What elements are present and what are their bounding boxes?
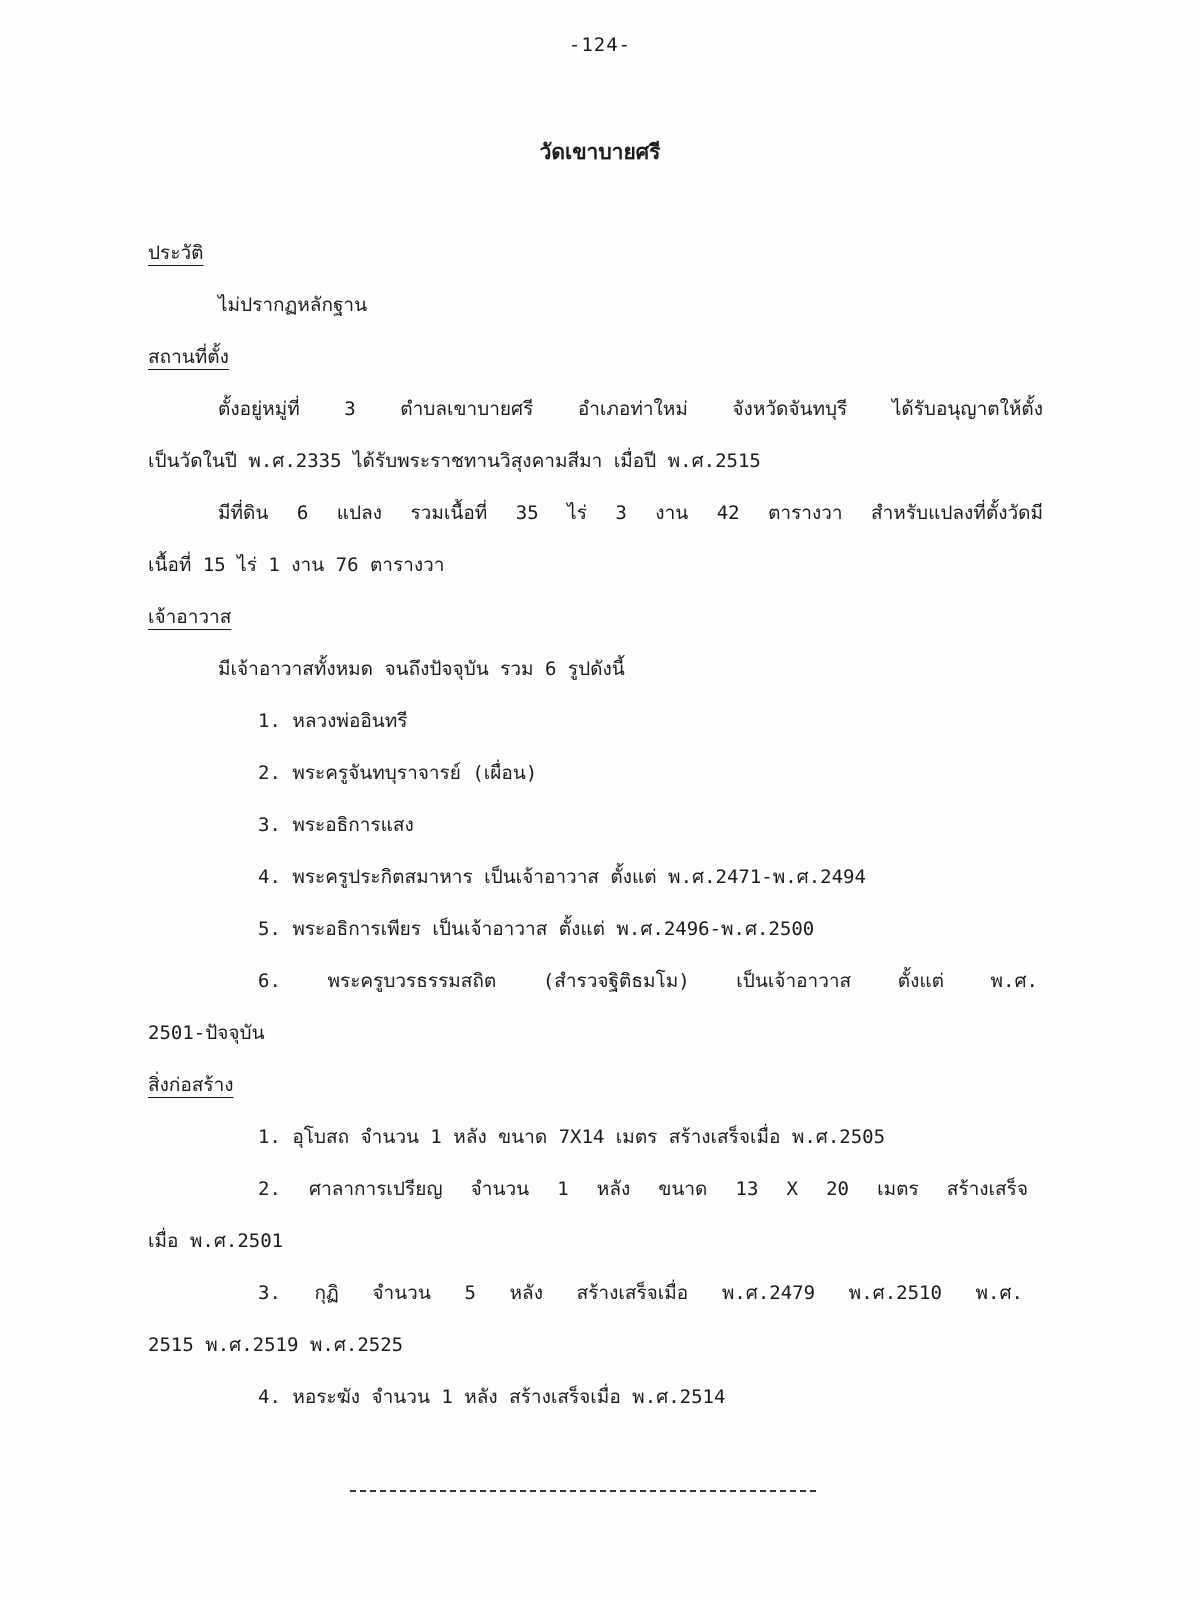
abbot-item: 6. พระครูบวรธรรมสถิต (สำรวจฐิติธมโม) เป็นเจ้าอาวาส ตั้งแต่ พ.ศ. (258, 970, 1038, 992)
abbot-item: 2. พระครูจันทบุราจารย์ (เผื่อน) (258, 762, 538, 784)
location-paragraph-1-line-1: ตั้งอยู่หมู่ที่ 3 ตำบลเขาบายศรี อำเภอท่าใหม่ จังหวัดจันทบุรี ได้รับอนุญาตให้ตั้ง (218, 398, 1043, 420)
page-number: -124- (568, 34, 632, 56)
location-paragraph-2-line-2: เนื้อที่ 15 ไร่ 1 งาน 76 ตารางวา (148, 554, 445, 576)
end-divider (350, 1490, 816, 1492)
abbots-intro: มีเจ้าอาวาสทั้งหมด จนถึงปัจจุบัน รวม 6 รูปดังนี้ (218, 658, 625, 680)
document-title: วัดเขาบายศรี (539, 140, 661, 164)
location-paragraph-2-line-1: มีที่ดิน 6 แปลง รวมเนื้อที่ 35 ไร่ 3 งาน 42 ตารางวา สำหรับแปลงที่ตั้งวัดมี (218, 502, 1043, 524)
building-item: 1. อุโบสถ จำนวน 1 หลัง ขนาด 7X14 เมตร สร้างเสร็จเมื่อ พ.ศ.2505 (258, 1126, 886, 1148)
abbot-item-continuation: 2501-ปัจจุบัน (148, 1022, 265, 1044)
abbot-item: 1. หลวงพ่ออินทรี (258, 710, 408, 732)
abbots-heading: เจ้าอาวาส (148, 606, 232, 628)
building-item: 3. กุฏิ จำนวน 5 หลัง สร้างเสร็จเมื่อ พ.ศ.2479 พ.ศ.2510 พ.ศ. (258, 1282, 1023, 1304)
building-item: 2. ศาลาการเปรียญ จำนวน 1 หลัง ขนาด 13 X 20 เมตร สร้างเสร็จ (258, 1178, 1028, 1200)
history-heading: ประวัติ (148, 242, 204, 264)
buildings-heading: สิ่งก่อสร้าง (148, 1074, 234, 1096)
building-item-continuation: 2515 พ.ศ.2519 พ.ศ.2525 (148, 1334, 404, 1356)
building-item: 4. หอระฆัง จำนวน 1 หลัง สร้างเสร็จเมื่อ พ.ศ.2514 (258, 1386, 726, 1408)
abbot-item: 4. พระครูประกิตสมาหาร เป็นเจ้าอาวาส ตั้งแต่ พ.ศ.2471-พ.ศ.2494 (258, 866, 866, 888)
location-paragraph-1-line-2: เป็นวัดในปี พ.ศ.2335 ได้รับพระราชทานวิสุงคามสีมา เมื่อปี พ.ศ.2515 (148, 450, 761, 472)
location-heading: สถานที่ตั้ง (148, 346, 229, 368)
abbot-item: 5. พระอธิการเพียร เป็นเจ้าอาวาส ตั้งแต่ พ.ศ.2496-พ.ศ.2500 (258, 918, 815, 940)
history-text: ไม่ปรากฏหลักฐาน (218, 294, 368, 316)
abbot-item: 3. พระอธิการแสง (258, 814, 414, 836)
building-item-continuation: เมื่อ พ.ศ.2501 (148, 1230, 284, 1252)
